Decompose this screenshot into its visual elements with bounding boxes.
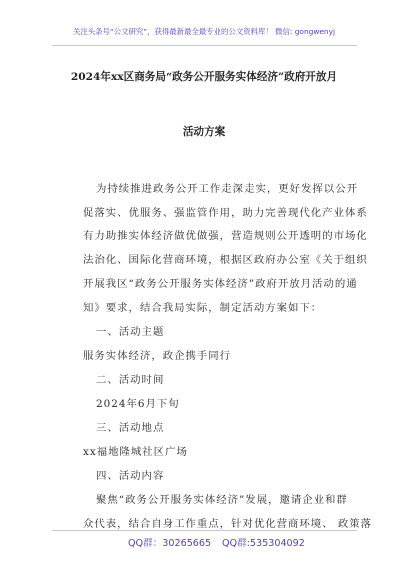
footer-divider <box>52 530 357 531</box>
body-line: 为持续推进政务公开工作走深走实，更好发挥以公开 <box>96 183 358 195</box>
body-line: 服务实体经济，政企携手同行 <box>83 350 232 362</box>
section-heading: 三、活动地点 <box>96 422 165 434</box>
footer-qq-group-1: QQ群：30265665 <box>128 538 212 549</box>
section-heading: 一、活动主题 <box>96 326 165 338</box>
body-line: 开展我区“政务公开服务实体经济”政府开放月活动的通 <box>83 278 358 290</box>
header-divider <box>52 45 357 46</box>
footer-qq-group-2: QQ群:535304092 <box>222 538 305 549</box>
body-line: 聚焦“政务公开服务实体经济”发展，邀请企业和群 <box>96 494 348 506</box>
body-line: xx福地隆城社区广场 <box>83 446 188 458</box>
body-line: 有力助推实体经济做优做强，营造规则公开透明的市场化 <box>83 230 368 242</box>
body-line: 促落实、优服务、强监管作用，助力完善现代化产业体系 <box>83 207 368 219</box>
document-subtitle: 活动方案 <box>182 126 226 138</box>
section-heading: 二、活动时间 <box>96 374 165 386</box>
body-line: 2024年6月下旬 <box>96 398 180 410</box>
document-title: 2024年xx区商务局“政务公开服务实体经济”政府开放月 <box>70 71 338 83</box>
body-line: 知》要求，结合我局实际，制定活动方案如下： <box>83 302 323 314</box>
body-line: 众代表，结合自身工作重点，针对优化营商环境、 政策落 <box>83 518 373 530</box>
body-line: 法治化、国际化营商环境，根据区政府办公室《关于组织 <box>83 254 368 266</box>
section-heading: 四、活动内容 <box>96 470 165 482</box>
header-banner: 关注头条号“公文研究”，获得最新最全最专业的公文资料库！ 微信: gongwenyj <box>72 27 336 36</box>
